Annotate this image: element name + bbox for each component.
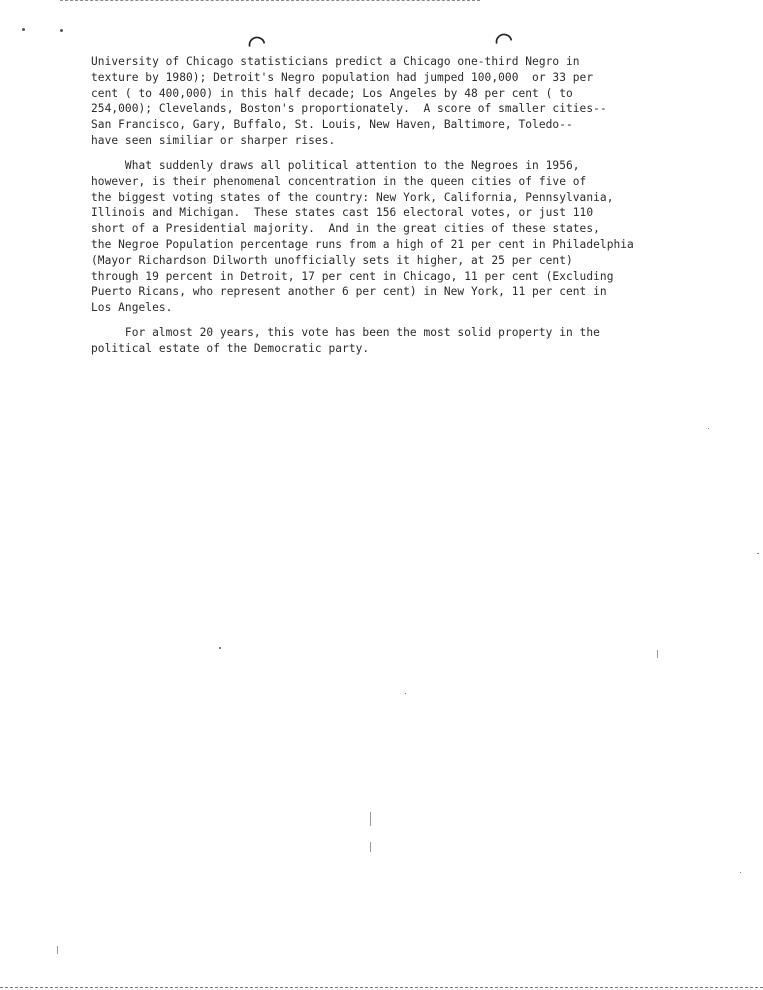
text-line: political estate of the Democratic party. bbox=[91, 341, 370, 355]
text-line: 254,000); Clevelands, Boston's proportionately. A score of smaller cities-- bbox=[91, 102, 607, 116]
scan-speck bbox=[740, 872, 741, 873]
scan-speck bbox=[60, 29, 63, 32]
text-line: Los Angeles. bbox=[91, 301, 173, 315]
text-line: For almost 20 years, this vote has been the most solid property in the bbox=[91, 326, 600, 339]
text-line: (Mayor Richardson Dilworth unofficially sets it higher, at 25 per cent) bbox=[91, 253, 573, 267]
text-line: San Francisco, Gary, Buffalo, St. Louis, New Haven, Baltimore, Toledo-- bbox=[91, 118, 573, 132]
text-line: have seen similiar or sharper rises. bbox=[91, 133, 336, 147]
scan-speck bbox=[757, 553, 759, 554]
paragraph-1 bbox=[91, 54, 711, 149]
hole-mark-left: ⌒ bbox=[244, 23, 269, 60]
paragraph-3 bbox=[91, 325, 711, 357]
hole-mark-right: ⌒ bbox=[491, 20, 516, 57]
text-line: the Negroe Population percentage runs from a high of 21 per cent in Philadelphia bbox=[91, 237, 634, 251]
scan-tick bbox=[370, 812, 371, 826]
scan-speck bbox=[219, 647, 221, 649]
top-edge-rule bbox=[60, 0, 480, 1]
scan-tick bbox=[370, 842, 371, 852]
text-line: short of a Presidential majority. And in the great cities of these states, bbox=[91, 222, 600, 236]
scan-speck bbox=[405, 693, 406, 694]
text-line: the biggest voting states of the country: New York, California, Pennsylvania, bbox=[91, 190, 614, 204]
text-line: Illinois and Michigan. These states cast 156 electoral votes, or just 110 bbox=[91, 206, 594, 220]
scan-tick bbox=[57, 946, 58, 954]
text-line: cent ( to 400,000) in this half decade; Los Angeles by 48 per cent ( to bbox=[91, 86, 573, 100]
scan-speck bbox=[708, 428, 709, 429]
bottom-edge-rule bbox=[0, 987, 763, 988]
text-line: What suddenly draws all political attention to the Negroes in 1956, bbox=[91, 159, 580, 172]
text-line: Puerto Ricans, who represent another 6 per cent) in New York, 11 per cent in bbox=[91, 285, 607, 299]
paragraph-2 bbox=[91, 158, 711, 316]
text-line: University of Chicago statisticians predict a Chicago one-third Negro in bbox=[91, 55, 580, 68]
scan-speck bbox=[22, 28, 25, 31]
text-line: texture by 1980); Detroit's Negro population had jumped 100,000 or 33 per bbox=[91, 70, 594, 84]
text-line: however, is their phenomenal concentration in the queen cities of five of bbox=[91, 174, 587, 188]
text-line: through 19 percent in Detroit, 17 per cent in Chicago, 11 per cent (Excluding bbox=[91, 269, 614, 283]
scan-tick bbox=[657, 650, 658, 658]
